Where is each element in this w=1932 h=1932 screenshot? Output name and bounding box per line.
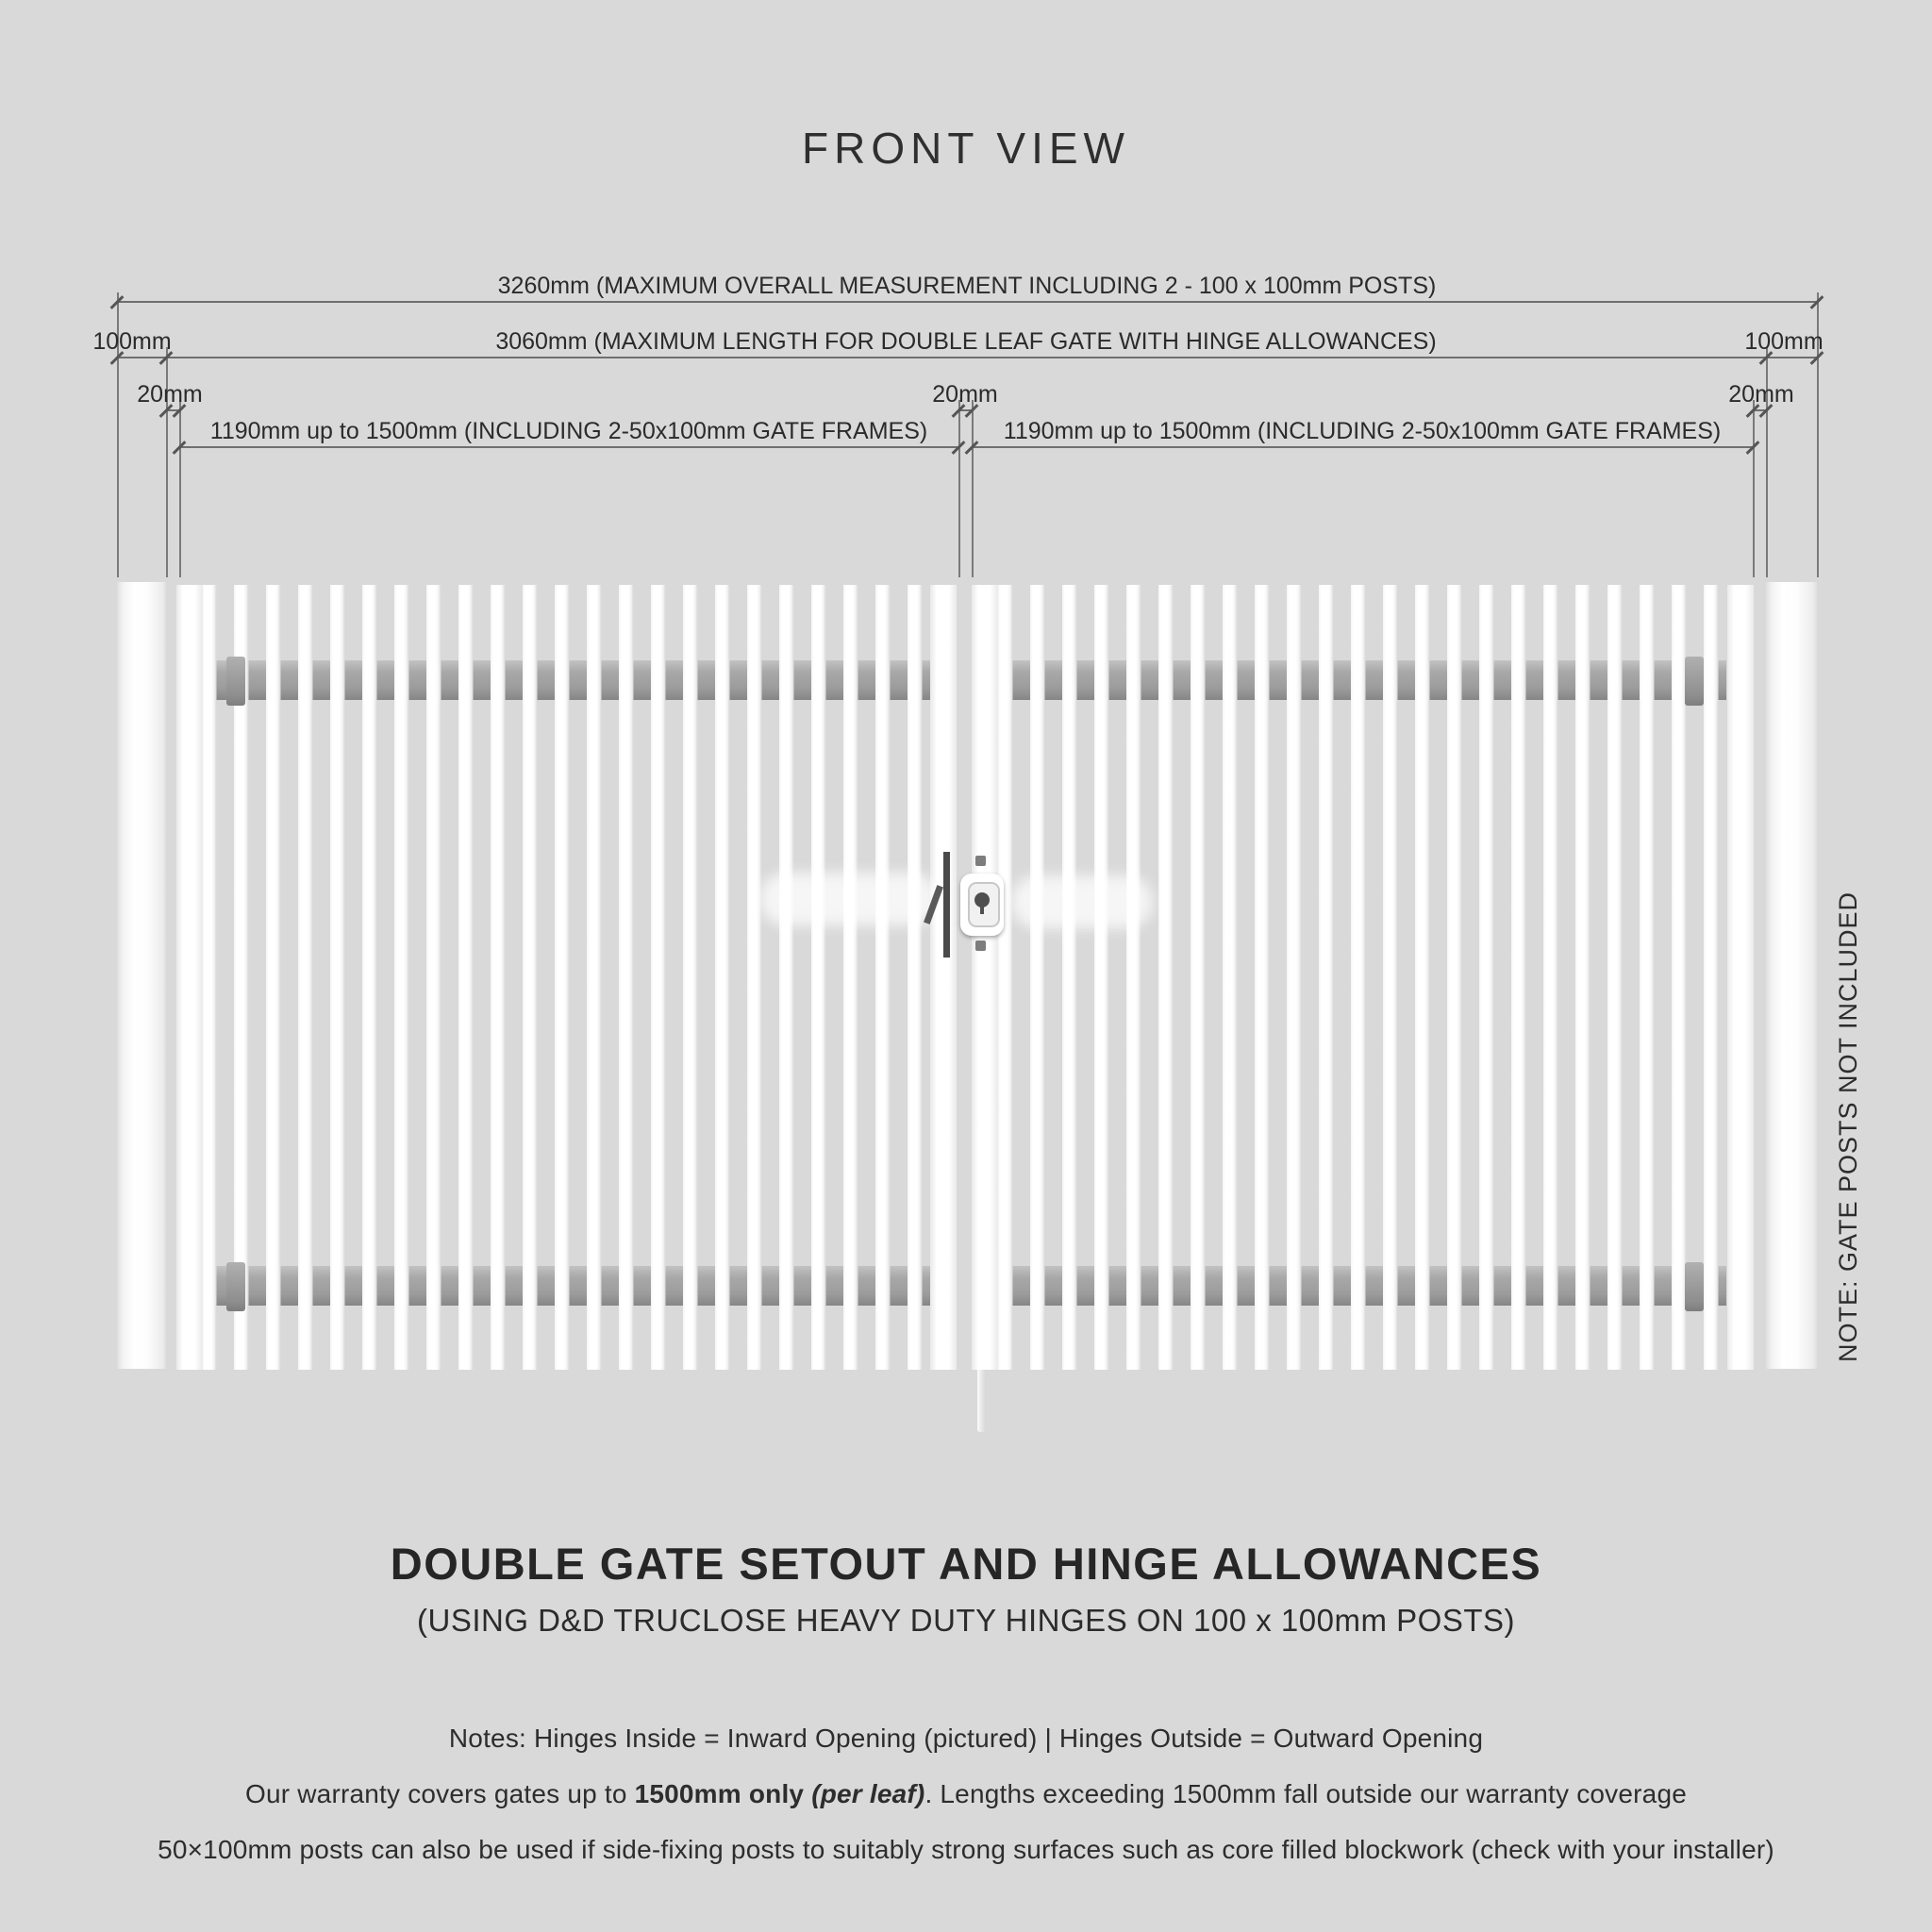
front-view-title: FRONT VIEW (802, 124, 1130, 173)
footer-subheading: (USING D&D TRUCLOSE HEAVY DUTY HINGES ON 100 x 100mm POSTS) (417, 1603, 1515, 1638)
gate-post-right (1766, 582, 1817, 1369)
extension-line (1753, 400, 1755, 577)
drop-bolt (977, 1370, 986, 1432)
latch-screw-top (975, 856, 986, 866)
footer-note-2-bold-italic: (per leaf) (811, 1779, 925, 1808)
dim-label-hinge-gap-center: 20mm (932, 381, 998, 408)
gate-frame-hinge-left (176, 585, 203, 1370)
footer-note-2 (0, 1779, 1932, 1809)
dim-label-gate-length: 3060mm (MAXIMUM LENGTH FOR DOUBLE LEAF GATE WITH HINGE ALLOWANCES) (495, 328, 1437, 355)
dim-label-leaf-left: 1190mm up to 1500mm (INCLUDING 2-50x100mm GATE FRAMES) (209, 418, 928, 444)
footer-note-1: Notes: Hinges Inside = Inward Opening (pictured) | Hinges Outside = Outward Opening (448, 1724, 1484, 1753)
hinge-top-right (1685, 657, 1704, 706)
dim-line-leaf-right (972, 446, 1753, 448)
footer-note-3: 50×100mm posts can also be used if side-fixing posts to suitably strong surfaces such as core filled blockwork (check with your installer) (158, 1835, 1774, 1864)
dim-label-post-left: 100mm (92, 328, 172, 355)
gate-latch-striker (943, 852, 950, 958)
footer-note-2-post: . Lengths exceeding 1500mm fall outside our warranty coverage (924, 1779, 1687, 1808)
hinge-bottom-left (226, 1262, 245, 1311)
dim-label-hinge-gap-right: 20mm (1728, 381, 1794, 408)
dim-line-overall (117, 301, 1817, 303)
footer-heading: DOUBLE GATE SETOUT AND HINGE ALLOWANCES (390, 1539, 1542, 1589)
gate-slats-left (202, 585, 930, 1370)
dim-line-leaf-left (179, 446, 958, 448)
gate-slats-right (998, 585, 1726, 1370)
footer-note-2-bold: 1500mm only (634, 1779, 812, 1808)
dim-label-hinge-gap-left: 20mm (137, 381, 203, 408)
gate-frame-hinge-right (1727, 585, 1754, 1370)
gate-frame-meeting-right (972, 585, 998, 1370)
hinge-bottom-right (1685, 1262, 1704, 1311)
dim-label-post-right: 100mm (1744, 328, 1824, 355)
dim-line-gate-length (117, 357, 1817, 358)
footer-note-2-pre: Our warranty covers gates up to (245, 1779, 635, 1808)
latch-ghost-left (759, 873, 939, 925)
hinge-top-left (226, 657, 245, 706)
gate-frame-meeting-left (930, 585, 957, 1370)
gate-post-left (117, 582, 166, 1369)
gate-latch-keyslot (980, 904, 984, 914)
posts-note-vertical: NOTE: GATE POSTS NOT INCLUDED (1834, 891, 1862, 1362)
dim-label-leaf-right: 1190mm up to 1500mm (INCLUDING 2-50x100mm GATE FRAMES) (1003, 418, 1722, 444)
latch-screw-bottom (975, 941, 986, 951)
latch-ghost-right (1011, 875, 1153, 928)
dim-label-overall: 3260mm (MAXIMUM OVERALL MEASUREMENT INCLUDING 2 - 100 x 100mm POSTS) (497, 273, 1437, 299)
extension-line (958, 400, 960, 577)
